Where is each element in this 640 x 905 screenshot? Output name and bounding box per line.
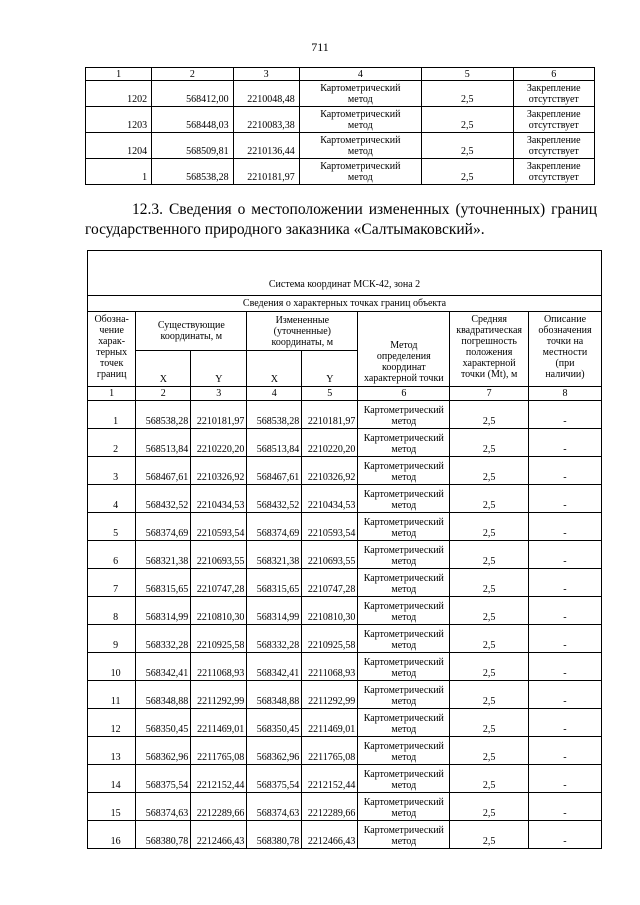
- changed-y: 2211292,99: [302, 681, 358, 709]
- changed-y: 2210810,30: [302, 597, 358, 625]
- existing-y: 2211469,01: [191, 709, 247, 737]
- method-line1: Картометрический: [363, 741, 444, 752]
- existing-x: 568321,38: [136, 541, 191, 569]
- changed-y: 2210593,54: [302, 513, 358, 541]
- accuracy-value: 2,5: [421, 81, 513, 107]
- coordinates-table: [87, 250, 602, 849]
- description-value: -: [528, 625, 601, 653]
- table-row: [88, 765, 602, 793]
- column-number: 6: [513, 68, 594, 81]
- changed-y: 2210181,97: [302, 401, 358, 429]
- method-line1: Картометрический: [363, 769, 444, 780]
- existing-y: 2210181,97: [191, 401, 247, 429]
- column-numbers-row: [88, 387, 602, 401]
- changed-y: 2210220,20: [302, 429, 358, 457]
- table-header-row: [88, 312, 602, 351]
- table-row: [88, 485, 602, 513]
- method-line1: Картометрический: [363, 489, 444, 500]
- header-x-changed: X: [247, 351, 302, 387]
- method-cell: [358, 821, 450, 849]
- column-number: 4: [247, 387, 302, 401]
- description-line1: Закрепление: [526, 109, 581, 120]
- method-cell: [358, 681, 450, 709]
- coord-x: 568448,03: [152, 107, 233, 133]
- accuracy-value: 2,5: [450, 709, 529, 737]
- description-line2: отсутствует: [528, 120, 579, 131]
- description-cell: [513, 133, 594, 159]
- method-line2: метод: [391, 584, 417, 595]
- method-cell: [358, 765, 450, 793]
- header-existing-coords: Существующие координаты, м: [136, 312, 247, 351]
- table-row: [88, 653, 602, 681]
- description-value: -: [528, 401, 601, 429]
- existing-y: 2210747,28: [191, 569, 247, 597]
- method-cell: [358, 513, 450, 541]
- header-changed-coords: Измененные (уточненные) координаты, м: [247, 312, 358, 351]
- changed-x: 568332,28: [247, 625, 302, 653]
- method-line2: метод: [391, 472, 417, 483]
- column-number: 7: [450, 387, 529, 401]
- table-row: [88, 793, 602, 821]
- method-line2: метод: [391, 556, 417, 567]
- table-row: [88, 513, 602, 541]
- method-line1: Картометрический: [363, 797, 444, 808]
- changed-x: 568374,63: [247, 793, 302, 821]
- method-cell: [299, 159, 421, 185]
- table-row: [86, 107, 595, 133]
- changed-x: 568315,65: [247, 569, 302, 597]
- table-row: [88, 625, 602, 653]
- method-cell: [358, 457, 450, 485]
- point-id: 6: [88, 541, 136, 569]
- point-id: 12: [88, 709, 136, 737]
- description-cell: [513, 81, 594, 107]
- table-header-row: [86, 68, 595, 81]
- accuracy-value: 2,5: [450, 541, 529, 569]
- accuracy-value: 2,5: [450, 681, 529, 709]
- method-line2: метод: [347, 120, 373, 131]
- description-value: -: [528, 597, 601, 625]
- accuracy-value: 2,5: [450, 793, 529, 821]
- method-line2: метод: [391, 752, 417, 763]
- accuracy-value: 2,5: [450, 429, 529, 457]
- table-row: [88, 597, 602, 625]
- point-id: 13: [88, 737, 136, 765]
- description-value: -: [528, 821, 601, 849]
- changed-y: 2210925,58: [302, 625, 358, 653]
- object-info: Сведения о характерных точках границ объекта: [88, 296, 602, 312]
- column-number: 1: [86, 68, 152, 81]
- description-value: -: [528, 681, 601, 709]
- existing-x: 568342,41: [136, 653, 191, 681]
- accuracy-value: 2,5: [450, 765, 529, 793]
- accuracy-value: 2,5: [421, 159, 513, 185]
- method-line1: Картометрический: [363, 461, 444, 472]
- table-row: [88, 401, 602, 429]
- changed-x: 568380,78: [247, 821, 302, 849]
- changed-y: 2212152,44: [302, 765, 358, 793]
- description-value: -: [528, 457, 601, 485]
- existing-x: 568314,99: [136, 597, 191, 625]
- method-line1: Картометрический: [363, 405, 444, 416]
- point-id: 15: [88, 793, 136, 821]
- header-accuracy: Средняя квадратическая погрешность положения характерной точки (Mt), м: [450, 312, 529, 387]
- table-row: [88, 709, 602, 737]
- accuracy-value: 2,5: [450, 737, 529, 765]
- changed-y: 2211469,01: [302, 709, 358, 737]
- method-cell: [358, 569, 450, 597]
- coord-x: 568538,28: [152, 159, 233, 185]
- description-cell: [513, 107, 594, 133]
- point-id: 14: [88, 765, 136, 793]
- point-id: 1: [86, 159, 152, 185]
- method-line2: метод: [347, 146, 373, 157]
- method-line2: метод: [391, 780, 417, 791]
- method-cell: [358, 485, 450, 513]
- existing-y: 2210593,54: [191, 513, 247, 541]
- accuracy-value: 2,5: [450, 625, 529, 653]
- method-line2: метод: [391, 668, 417, 679]
- table-row: [88, 681, 602, 709]
- method-line1: Картометрический: [363, 601, 444, 612]
- point-id: 1: [88, 401, 136, 429]
- changed-y: 2210693,55: [302, 541, 358, 569]
- existing-y: 2210810,30: [191, 597, 247, 625]
- existing-x: 568362,96: [136, 737, 191, 765]
- existing-x: 568350,45: [136, 709, 191, 737]
- description-line2: отсутствует: [528, 94, 579, 105]
- method-cell: [299, 133, 421, 159]
- method-cell: [358, 541, 450, 569]
- existing-x: 568538,28: [136, 401, 191, 429]
- existing-x: 568374,63: [136, 793, 191, 821]
- description-value: -: [528, 569, 601, 597]
- table-spacer-row: [88, 251, 602, 274]
- changed-x: 568314,99: [247, 597, 302, 625]
- existing-y: 2212289,66: [191, 793, 247, 821]
- method-line2: метод: [391, 612, 417, 623]
- existing-y: 2210220,20: [191, 429, 247, 457]
- table-row: [88, 569, 602, 597]
- method-cell: [358, 597, 450, 625]
- coord-y: 2210136,44: [233, 133, 299, 159]
- method-cell: [358, 625, 450, 653]
- coord-y: 2210083,38: [233, 107, 299, 133]
- method-line2: метод: [391, 696, 417, 707]
- table-row: [88, 737, 602, 765]
- header-description: Описание обозначения точки на местности (при наличии): [528, 312, 601, 387]
- point-id: 10: [88, 653, 136, 681]
- method-line2: метод: [347, 94, 373, 105]
- changed-y: 2210326,92: [302, 457, 358, 485]
- page-number: 711: [311, 40, 329, 54]
- changed-x: 568321,38: [247, 541, 302, 569]
- point-id: 1202: [86, 81, 152, 107]
- method-line2: метод: [391, 836, 417, 847]
- method-cell: [358, 709, 450, 737]
- existing-y: 2210434,53: [191, 485, 247, 513]
- description-line1: Закрепление: [526, 161, 581, 172]
- table-row: [86, 159, 595, 185]
- point-id: 16: [88, 821, 136, 849]
- method-line1: Картометрический: [320, 109, 401, 120]
- point-id: 9: [88, 625, 136, 653]
- method-line2: метод: [391, 724, 417, 735]
- changed-y: 2210434,53: [302, 485, 358, 513]
- method-line2: метод: [347, 172, 373, 183]
- description-value: -: [528, 653, 601, 681]
- header-y-existing: Y: [191, 351, 247, 387]
- accuracy-value: 2,5: [421, 133, 513, 159]
- description-line1: Закрепление: [526, 135, 581, 146]
- changed-x: 568432,52: [247, 485, 302, 513]
- changed-y: 2212289,66: [302, 793, 358, 821]
- method-line2: метод: [391, 416, 417, 427]
- column-number: 3: [233, 68, 299, 81]
- description-value: -: [528, 765, 601, 793]
- point-id: 2: [88, 429, 136, 457]
- method-line2: метод: [391, 500, 417, 511]
- point-id: 5: [88, 513, 136, 541]
- column-number: 2: [152, 68, 233, 81]
- continuation-table: [85, 67, 595, 185]
- method-cell: [358, 737, 450, 765]
- changed-x: 568513,84: [247, 429, 302, 457]
- method-line2: метод: [391, 808, 417, 819]
- description-value: -: [528, 709, 601, 737]
- method-line1: Картометрический: [363, 629, 444, 640]
- coord-y: 2210181,97: [233, 159, 299, 185]
- existing-x: 568315,65: [136, 569, 191, 597]
- accuracy-value: 2,5: [450, 457, 529, 485]
- method-line1: Картометрический: [320, 161, 401, 172]
- description-value: -: [528, 485, 601, 513]
- method-line2: метод: [391, 444, 417, 455]
- changed-y: 2211068,93: [302, 653, 358, 681]
- method-line1: Картометрический: [320, 83, 401, 94]
- existing-x: 568374,69: [136, 513, 191, 541]
- description-value: -: [528, 429, 601, 457]
- changed-x: 568467,61: [247, 457, 302, 485]
- method-line1: Картометрический: [363, 657, 444, 668]
- point-id: 8: [88, 597, 136, 625]
- object-info-row: [88, 296, 602, 312]
- point-id: 1203: [86, 107, 152, 133]
- method-cell: [358, 793, 450, 821]
- method-line1: Картометрический: [320, 135, 401, 146]
- method-cell: [299, 81, 421, 107]
- changed-x: 568538,28: [247, 401, 302, 429]
- description-value: -: [528, 513, 601, 541]
- column-number: 4: [299, 68, 421, 81]
- column-number: 5: [421, 68, 513, 81]
- point-id: 11: [88, 681, 136, 709]
- point-id: 1204: [86, 133, 152, 159]
- description-line2: отсутствует: [528, 146, 579, 157]
- changed-x: 568350,45: [247, 709, 302, 737]
- method-line1: Картометрический: [363, 685, 444, 696]
- existing-x: 568513,84: [136, 429, 191, 457]
- column-number: 5: [302, 387, 358, 401]
- method-line2: метод: [391, 640, 417, 651]
- table-row: [86, 133, 595, 159]
- column-number: 3: [191, 387, 247, 401]
- changed-y: 2211765,08: [302, 737, 358, 765]
- description-line2: отсутствует: [528, 172, 579, 183]
- accuracy-value: 2,5: [421, 107, 513, 133]
- column-number: 6: [358, 387, 450, 401]
- existing-x: 568332,28: [136, 625, 191, 653]
- point-id: 4: [88, 485, 136, 513]
- accuracy-value: 2,5: [450, 569, 529, 597]
- changed-x: 568375,54: [247, 765, 302, 793]
- changed-y: 2210747,28: [302, 569, 358, 597]
- coord-y: 2210048,48: [233, 81, 299, 107]
- header-x-existing: X: [136, 351, 191, 387]
- existing-y: 2211292,99: [191, 681, 247, 709]
- table-row: [86, 81, 595, 107]
- table-row: [88, 457, 602, 485]
- accuracy-value: 2,5: [450, 513, 529, 541]
- column-number: 8: [528, 387, 601, 401]
- coord-x: 568412,00: [152, 81, 233, 107]
- existing-x: 568348,88: [136, 681, 191, 709]
- existing-y: 2210693,55: [191, 541, 247, 569]
- method-cell: [299, 107, 421, 133]
- changed-x: 568348,88: [247, 681, 302, 709]
- header-y-changed: Y: [302, 351, 358, 387]
- changed-y: 2212466,43: [302, 821, 358, 849]
- section-heading: 12.3. Сведения о местоположении измененных (уточненных) границ государственного природного заказника «Салтымаковский».: [85, 201, 597, 238]
- existing-y: 2210326,92: [191, 457, 247, 485]
- method-cell: [358, 429, 450, 457]
- header-method: Метод определения координат характерной точки: [358, 312, 450, 387]
- existing-y: 2211068,93: [191, 653, 247, 681]
- table-row: [88, 541, 602, 569]
- method-line1: Картометрический: [363, 573, 444, 584]
- point-id: 3: [88, 457, 136, 485]
- method-line1: Картометрический: [363, 517, 444, 528]
- accuracy-value: 2,5: [450, 401, 529, 429]
- coordinate-system-row: [88, 273, 602, 296]
- coord-x: 568509,81: [152, 133, 233, 159]
- coordinate-system: Система координат МСК-42, зона 2: [88, 273, 602, 296]
- existing-x: 568380,78: [136, 821, 191, 849]
- existing-y: 2211765,08: [191, 737, 247, 765]
- accuracy-value: 2,5: [450, 821, 529, 849]
- existing-x: 568467,61: [136, 457, 191, 485]
- description-value: -: [528, 793, 601, 821]
- description-line1: Закрепление: [526, 83, 581, 94]
- method-cell: [358, 653, 450, 681]
- accuracy-value: 2,5: [450, 597, 529, 625]
- header-designation: Обозна- чение харак- терных точек границ: [88, 312, 136, 387]
- description-value: -: [528, 541, 601, 569]
- existing-y: 2212466,43: [191, 821, 247, 849]
- column-number: 2: [136, 387, 191, 401]
- existing-x: 568432,52: [136, 485, 191, 513]
- method-line1: Картометрический: [363, 713, 444, 724]
- table-row: [88, 821, 602, 849]
- accuracy-value: 2,5: [450, 653, 529, 681]
- column-number: 1: [88, 387, 136, 401]
- point-id: 7: [88, 569, 136, 597]
- changed-x: 568342,41: [247, 653, 302, 681]
- method-line1: Картометрический: [363, 545, 444, 556]
- existing-y: 2210925,58: [191, 625, 247, 653]
- accuracy-value: 2,5: [450, 485, 529, 513]
- table-row: [88, 429, 602, 457]
- changed-x: 568374,69: [247, 513, 302, 541]
- changed-x: 568362,96: [247, 737, 302, 765]
- description-cell: [513, 159, 594, 185]
- existing-x: 568375,54: [136, 765, 191, 793]
- method-line1: Картометрический: [363, 433, 444, 444]
- description-value: -: [528, 737, 601, 765]
- method-cell: [358, 401, 450, 429]
- method-line1: Картометрический: [363, 825, 444, 836]
- existing-y: 2212152,44: [191, 765, 247, 793]
- method-line2: метод: [391, 528, 417, 539]
